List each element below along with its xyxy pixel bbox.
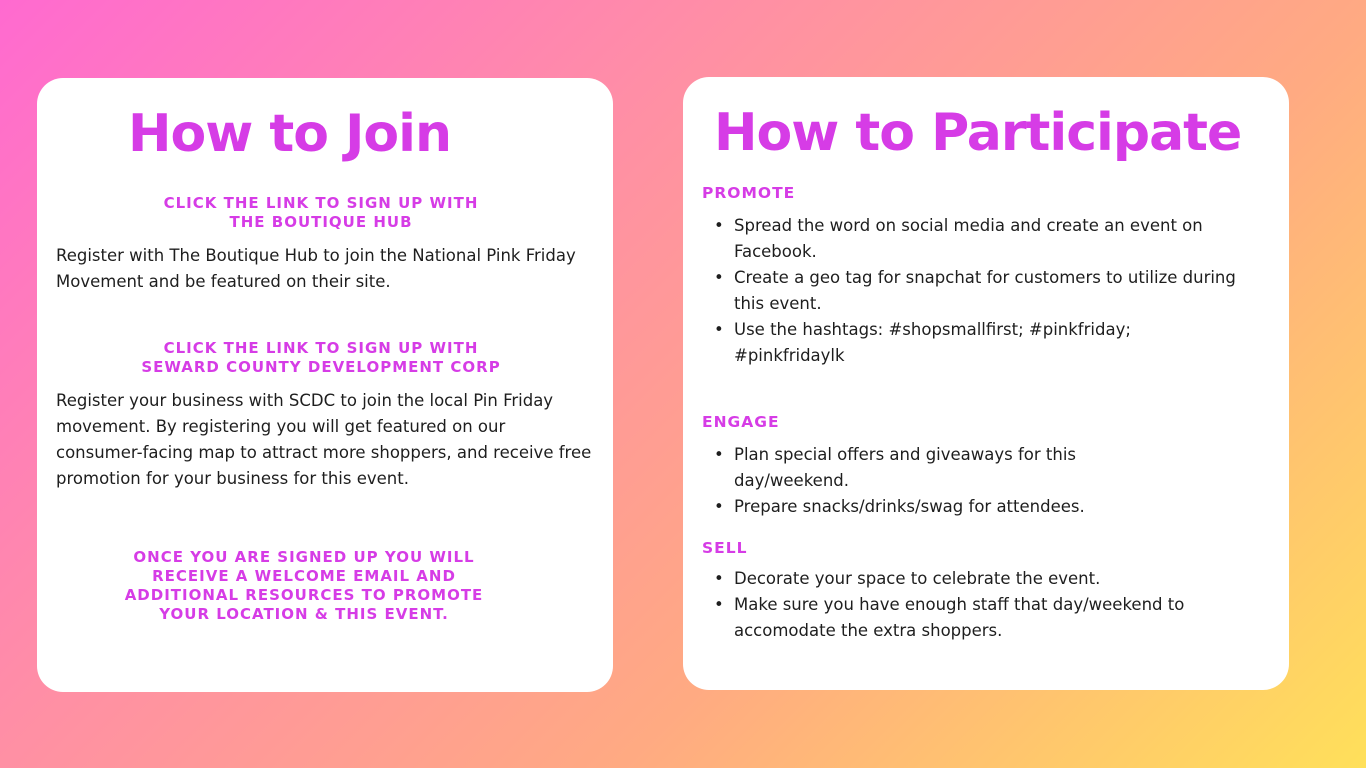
boutique-hub-link-line1: CLICK THE LINK TO SIGN UP WITH: [163, 194, 479, 212]
sell-list: [702, 566, 1262, 644]
how-to-participate-title: How to Participate: [714, 103, 1242, 163]
engage-list: [702, 442, 1152, 520]
engage-label: ENGAGE: [702, 413, 780, 431]
boutique-hub-link-line2: THE BOUTIQUE HUB: [229, 213, 413, 231]
promote-label: PROMOTE: [702, 184, 796, 202]
welcome-email-note: [69, 548, 539, 624]
boutique-hub-signup-link[interactable]: [101, 194, 541, 232]
welcome-note-line1: ONCE YOU ARE SIGNED UP YOU WILL: [133, 548, 475, 566]
sell-label: SELL: [702, 539, 748, 557]
how-to-join-card: [37, 78, 613, 692]
list-item: • Decorate your space to celebrate the event.: [702, 566, 1262, 592]
scdc-description: Register your business with SCDC to join the local Pin Friday movement. By registering you will get featured on our consumer-facing map to attract more shoppers, and receive free promotion for your business for this event.: [56, 391, 592, 488]
promote-list: [702, 213, 1242, 369]
list-item: • Plan special offers and giveaways for this day/weekend.: [702, 442, 1152, 494]
list-item: • Spread the word on social media and create an event on Facebook.: [702, 213, 1242, 265]
scdc-link-line1: CLICK THE LINK TO SIGN UP WITH: [163, 339, 479, 357]
welcome-note-line2: RECEIVE A WELCOME EMAIL AND: [152, 567, 456, 585]
welcome-note-line3: ADDITIONAL RESOURCES TO PROMOTE: [124, 586, 484, 604]
how-to-join-title: How to Join: [128, 104, 451, 164]
scdc-signup-link[interactable]: [71, 339, 571, 377]
scdc-link-line2: SEWARD COUNTY DEVELOPMENT CORP: [141, 358, 501, 376]
how-to-participate-card: [683, 77, 1289, 690]
list-item: • Create a geo tag for snapchat for customers to utilize during this event.: [702, 265, 1242, 317]
list-item: • Prepare snacks/drinks/swag for attendees.: [702, 494, 1152, 520]
boutique-hub-description: Register with The Boutique Hub to join the National Pink Friday Movement and be featured on their site.: [56, 246, 576, 291]
list-item: • Use the hashtags: #shopsmallfirst; #pinkfriday; #pinkfridaylk: [702, 317, 1242, 369]
list-item: • Make sure you have enough staff that day/weekend to accomodate the extra shoppers.: [702, 592, 1262, 644]
welcome-note-line4: YOUR LOCATION & THIS EVENT.: [159, 605, 449, 623]
